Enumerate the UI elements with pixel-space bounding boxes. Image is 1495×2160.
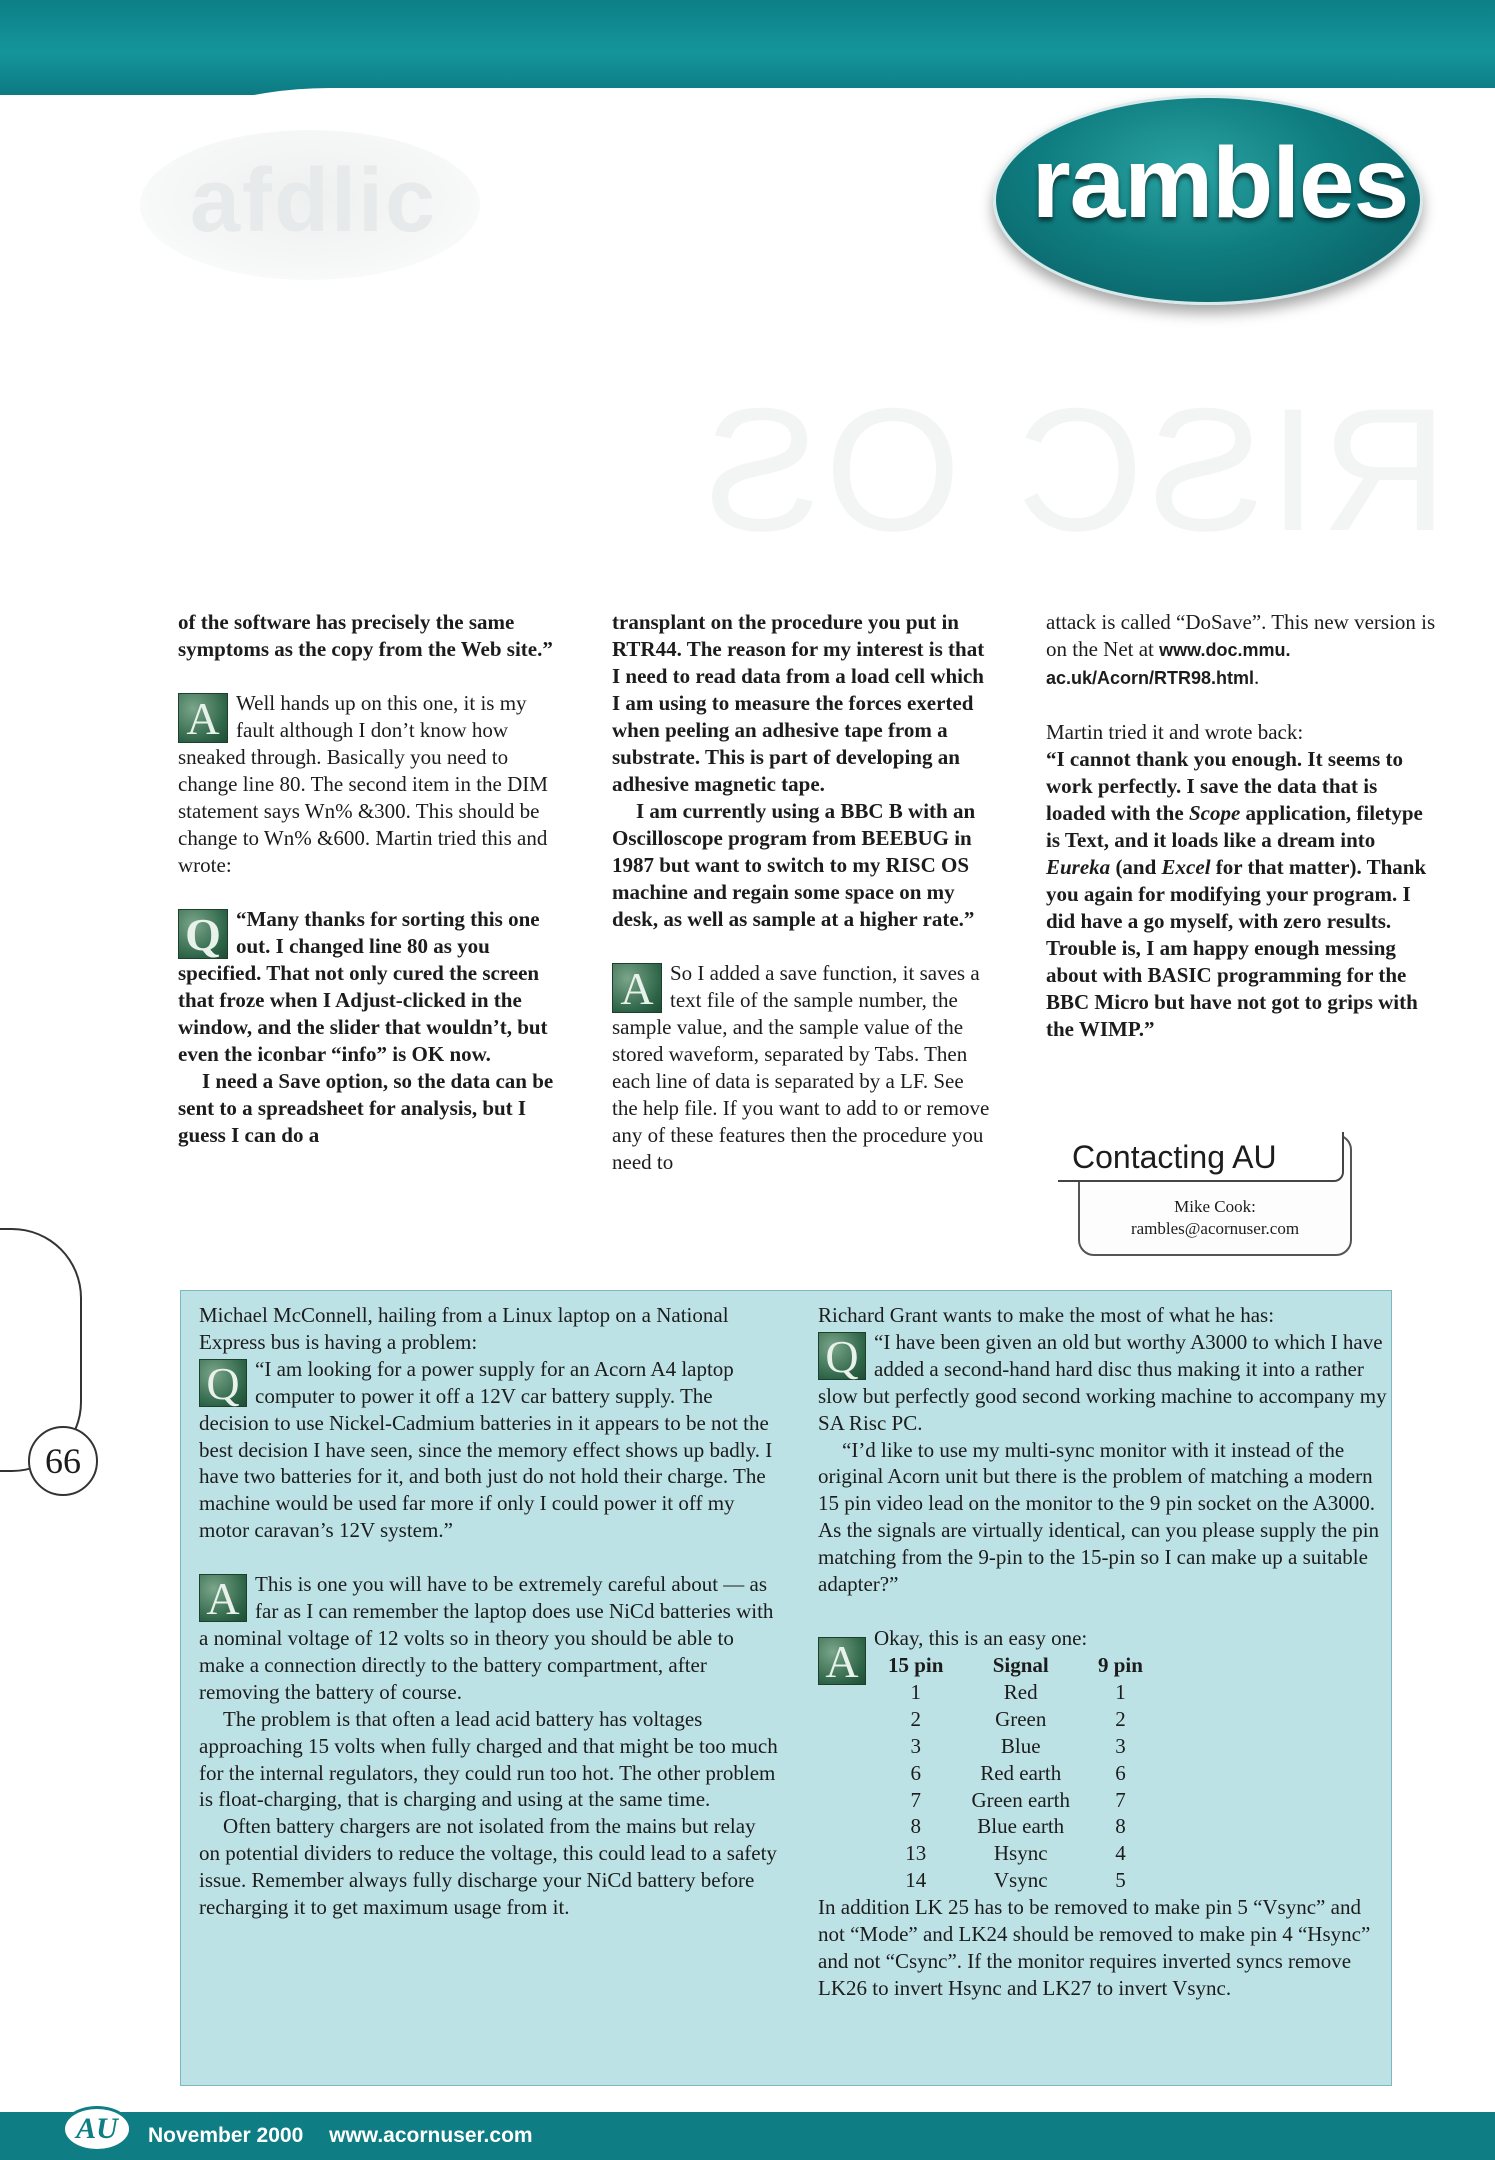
rtr98-link[interactable]: www.doc.mmu. ac.uk/Acorn/RTR98.html	[1046, 640, 1291, 688]
table-row	[874, 1706, 1157, 1733]
panel-right-answer	[818, 1625, 1393, 2002]
col3-quote-a: “I cannot thank you enough. It seems to work perfectly. I save the data that is loaded with the	[1046, 747, 1404, 825]
col1-paragraph-1: of the software has precisely the same symptoms as the copy from the Web site.”	[178, 610, 553, 661]
panel-right-intro: Richard Grant wants to make the most of what he has:	[818, 1303, 1275, 1327]
table-cell: 14	[905, 1868, 927, 1893]
table-cell: 5	[1115, 1868, 1126, 1893]
panel-right-answer-intro: Okay, this is an easy one:	[874, 1625, 1088, 1650]
col1-answer-1-text: Well hands up on this one, it is my fault although I don’t know how sneaked through. Basically you need to change line 80. The second item in the DIM statement says Wn% &300. This should be change to Wn% &600. Martin tried this and wrote:	[178, 691, 548, 877]
col3-paragraph-2: Martin tried it and wrote back:	[1046, 720, 1304, 744]
header-9pin: 9 pin	[1097, 1652, 1143, 1677]
contact-name: Mike Cook:	[1174, 1197, 1256, 1216]
col3-p1-text: attack is called “DoSave”. This new version is on the Net at	[1046, 610, 1436, 661]
pin-mapping-table	[874, 1652, 1157, 1894]
question-dropcap-icon: Q	[178, 909, 228, 959]
panel-right-question-text: “I have been given an old but worthy A3000 to which I have added a second-hand hard disc thus making it into a rather slow but perfectly good second working machine to accompany my SA Risc PC.	[818, 1329, 1387, 1435]
panel-left-column	[199, 1302, 781, 1921]
excel-app-name: Excel	[1161, 855, 1211, 879]
col3-p1-end: .	[1254, 665, 1260, 689]
answer-dropcap-icon: A	[612, 963, 662, 1013]
table-cell: 2	[910, 1706, 921, 1731]
table-cell: 7	[1115, 1787, 1126, 1812]
col2-paragraph-1: transplant on the procedure you put in RTR44. The reason for my interest is that I need to read data from a load cell which I am using to measure the forces exerted when peeling an adhesive tape from a substrate. This is part of developing an adhesive magnetic tape.	[612, 610, 985, 796]
table-cell: 3	[1115, 1733, 1126, 1758]
contact-title: Contacting AU	[1058, 1132, 1344, 1182]
table-cell: 1	[1115, 1679, 1126, 1704]
col1-question-1	[178, 906, 558, 1068]
col3-quote	[1046, 746, 1436, 1043]
col3-quote-b: application, filetype is Text, and it loads like a dream into	[1046, 801, 1423, 852]
col2-answer-text: So I added a save function, it saves a text file of the sample number, the sample value, and the sample value of the stored waveform, separated by Tabs. Then each line of data is separated by a LF. See the help file. If you want to add to or remove any of these features then the procedure you need to	[612, 961, 990, 1174]
ghost-logo-text: afdlic	[190, 151, 438, 251]
ghost-section-title: RISC OS	[700, 373, 1448, 568]
table-row	[874, 1760, 1157, 1787]
table-cell: 6	[1115, 1760, 1126, 1785]
table-cell: 6	[910, 1760, 921, 1785]
table-cell: Red	[1003, 1679, 1038, 1704]
rambles-logo-text: rambles	[1031, 127, 1409, 239]
panel-left-intro: Michael McConnell, hailing from a Linux laptop on a National Express bus is having a problem:	[199, 1303, 729, 1354]
page-number: 66	[28, 1426, 98, 1496]
table-cell: Blue earth	[977, 1814, 1065, 1839]
col3-quote-d: for that matter). Thank you again for modifying your program. I did have a go myself, with zero results. Trouble is, I am happy enough messing about with BASIC programming for the BBC Micro but have not got to grips with the WIMP.”	[1046, 855, 1427, 1041]
table-row	[874, 1679, 1157, 1706]
top-banner	[0, 0, 1495, 95]
acorn-user-logo-icon: AU	[62, 2106, 132, 2152]
table-cell: 4	[1115, 1841, 1126, 1866]
panel-right-column	[818, 1302, 1393, 2002]
table-cell: 13	[905, 1841, 927, 1866]
col2-paragraph-2: I am currently using a BBC B with an Oscilloscope program from BEEBUG in 1987 but want to switch to my RISC OS machine and regain some space on my desk, as well as sample at a higher rate.”	[612, 799, 976, 931]
table-cell: 8	[910, 1814, 921, 1839]
footer-date: November 2000	[148, 2124, 304, 2147]
panel-left-paragraph-2: The problem is that often a lead acid battery has voltages approaching 15 volts when fully charged and that might be too much for the internal regulators, they could run too hot. The other problem is float-charging, that is charging and using at the same time.	[199, 1706, 778, 1812]
pin-table-header	[874, 1652, 1157, 1679]
col3-paragraph-1	[1046, 609, 1436, 692]
table-cell: Green earth	[971, 1787, 1070, 1812]
question-dropcap-icon: Q	[818, 1332, 866, 1380]
table-cell: 7	[910, 1787, 921, 1812]
table-cell: Green	[995, 1706, 1047, 1731]
panel-left-question-text: “I am looking for a power supply for an Acorn A4 laptop computer to power it off a 12V car battery supply. The decision to use Nickel-Cadmium batteries in it appears to be not the best decision I have seen, since the memory effect shows up badly. I have two batteries for it, and both just do not hold their charge. The machine would be used far more if only I could power it off my motor caravan’s 12V system.”	[199, 1356, 773, 1543]
pin-table-body	[874, 1679, 1157, 1894]
table-row	[874, 1733, 1157, 1760]
col1-question-2: I need a Save option, so the data can be sent to a spreadsheet for analysis, but I guess I can do a	[178, 1069, 554, 1147]
article-column-2	[612, 609, 994, 1176]
answer-dropcap-icon: A	[199, 1574, 247, 1622]
table-cell: Red earth	[980, 1760, 1062, 1785]
panel-right-question	[818, 1329, 1393, 1437]
panel-right-answer-end: In addition LK 25 has to be removed to make pin 5 “Vsync” and not “Mode” and LK24 should be removed to make pin 4 “Hsync” and not “Csync”. If the monitor requires inverted syncs remove LK26 to invert Hsync and LK27 to invert Vsync.	[818, 1895, 1371, 2000]
panel-left-question	[199, 1356, 781, 1544]
table-row	[874, 1787, 1157, 1814]
footer-text	[148, 2114, 553, 2158]
footer-url[interactable]: www.acornuser.com	[329, 2124, 533, 2147]
article-column-3	[1046, 609, 1436, 1043]
table-row	[874, 1867, 1157, 1894]
col1-question-1-text: “Many thanks for sorting this one out. I changed line 80 as you specified. That not only cured the screen that froze when I Adjust-clicked in the window, and the slider that wouldn’t, but even the iconbar “info” is OK now.	[178, 907, 548, 1066]
col1-answer-1	[178, 690, 558, 879]
table-cell: 1	[910, 1679, 921, 1704]
panel-left-answer	[199, 1571, 781, 1706]
header-signal: Signal	[992, 1652, 1049, 1677]
answer-dropcap-icon: A	[818, 1637, 866, 1685]
contact-email[interactable]: rambles@acornuser.com	[1130, 1219, 1300, 1238]
table-cell: Blue	[1000, 1733, 1041, 1758]
article-column-1	[178, 609, 558, 1149]
col2-answer	[612, 960, 994, 1176]
panel-left-answer-text: This is one you will have to be extremely careful about — as far as I can remember the laptop does use NiCd batteries with a nominal voltage of 12 volts so in theory you should be able to make a connection directly to the battery compartment, after removing the battery of course.	[199, 1572, 774, 1704]
col3-quote-c: (and	[1110, 855, 1162, 879]
answer-dropcap-icon: A	[178, 693, 228, 743]
question-dropcap-icon: Q	[199, 1359, 247, 1407]
scope-app-name: Scope	[1188, 801, 1241, 825]
table-cell: 8	[1115, 1814, 1126, 1839]
header-15pin: 15 pin	[888, 1652, 944, 1677]
table-cell: 2	[1115, 1706, 1126, 1731]
eureka-app-name: Eureka	[1046, 855, 1111, 879]
table-cell: 3	[910, 1733, 921, 1758]
table-cell: Hsync	[993, 1841, 1048, 1866]
panel-left-paragraph-3: Often battery chargers are not isolated from the mains but relay on potential dividers to reduce the voltage, this could lead to a safety issue. Remember always fully discharge your NiCd battery before recharging it to get maximum usage from it.	[199, 1814, 777, 1920]
table-row	[874, 1840, 1157, 1867]
table-cell: Vsync	[993, 1868, 1048, 1893]
table-row	[874, 1813, 1157, 1840]
panel-right-question-2: “I’d like to use my multi-sync monitor with it instead of the original Acorn unit but there is the problem of matching a modern 15 pin video lead on the monitor to the 9 pin socket on the A3000. As the signals are virtually identical, can you please supply the pin matching from the 9-pin to the 15-pin so I can make up a suitable adapter?”	[818, 1437, 1380, 1597]
